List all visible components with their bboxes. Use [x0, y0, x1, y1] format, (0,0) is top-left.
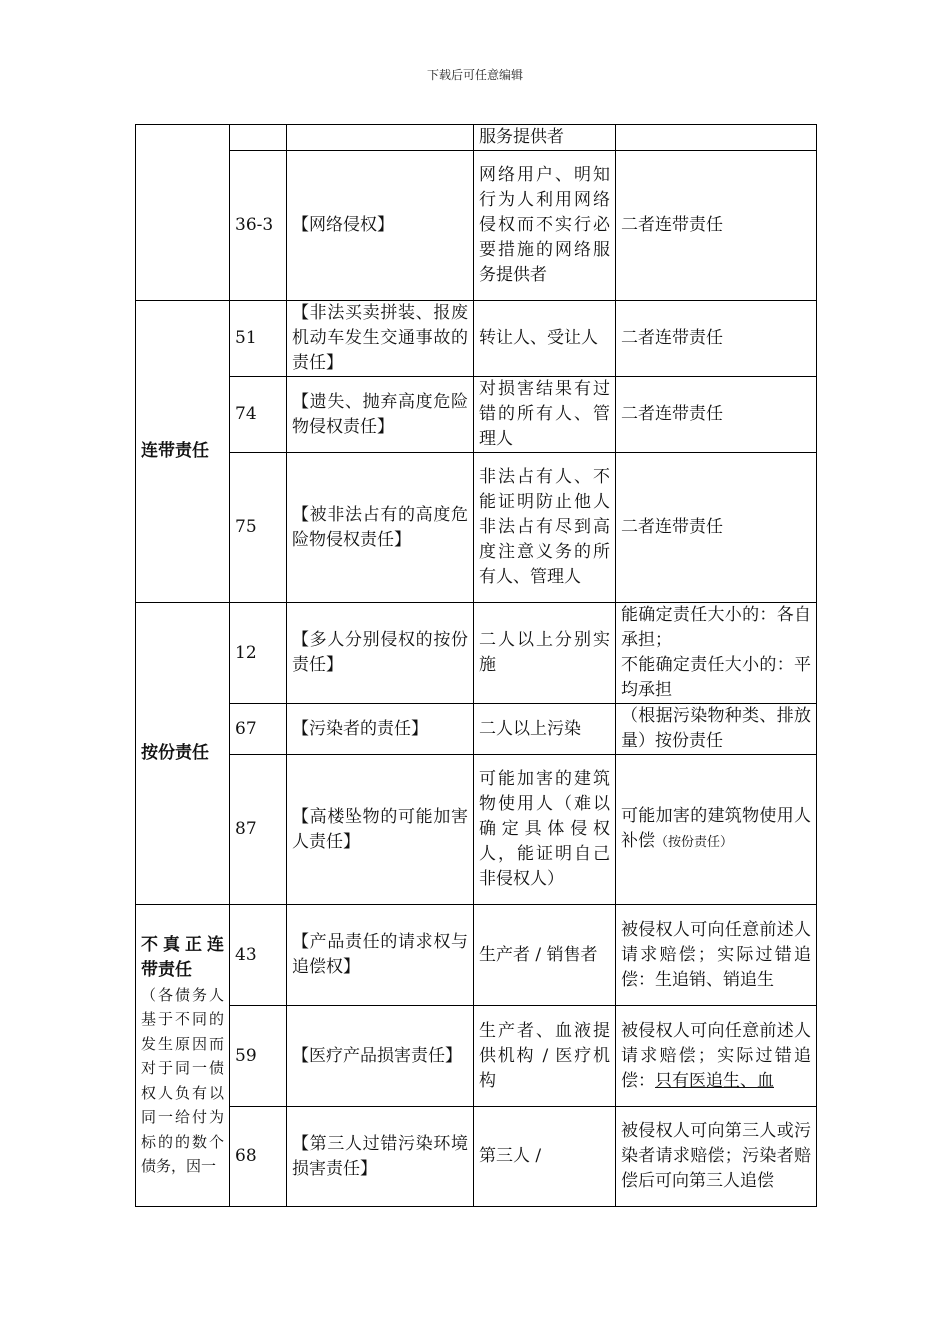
article-number-cell: 12: [230, 603, 287, 704]
subject-cell: 网络用户、明知行为人利用网络侵权而不实行必要措施的网络服务提供者: [474, 151, 616, 301]
liability-cell: 二者连带责任: [616, 301, 817, 377]
liability-line: 不能确定责任大小的：平均承担: [621, 655, 811, 700]
liability-cell: [616, 125, 817, 151]
article-number-cell: 75: [230, 453, 287, 603]
table-row: [136, 125, 817, 151]
category-non-genuine-joint-liability: [136, 905, 230, 1207]
table-row: [136, 905, 817, 1006]
provision-name-cell: 【被非法占有的高度危险物侵权责任】: [287, 453, 474, 603]
liability-cell: （根据污染物种类、排放量）按份责任: [616, 704, 817, 755]
subject-cell: 生产者 / 销售者: [474, 905, 616, 1006]
table-row: [136, 151, 817, 301]
subject-cell: 可能加害的建筑物使用人（难以确定具体侵权人，能证明自己非侵权人）: [474, 755, 616, 905]
table-row: [136, 377, 817, 453]
table-row: [136, 603, 817, 704]
liability-line: 能确定责任大小的：各自承担；: [621, 605, 811, 650]
article-number-cell: 87: [230, 755, 287, 905]
liability-table: [135, 124, 817, 1207]
article-number-cell: 68: [230, 1107, 287, 1207]
category-cell-continued: [136, 125, 230, 301]
article-number-cell: 59: [230, 1006, 287, 1107]
table-row: [136, 704, 817, 755]
category-title: 不真正连带责任: [141, 934, 224, 980]
provision-name-cell: 【多人分别侵权的按份责任】: [287, 603, 474, 704]
category-note: （各债务人基于不同的发生原因而对于同一债权人负有以同一给付为标的的数个债务，因一: [141, 985, 224, 1175]
table-row: [136, 755, 817, 905]
article-number-cell: 67: [230, 704, 287, 755]
subject-cell: 第三人 /: [474, 1107, 616, 1207]
subject-cell: 生产者、血液提供机构 / 医疗机构: [474, 1006, 616, 1107]
liability-cell: [616, 603, 817, 704]
subject-cell: 服务提供者: [474, 125, 616, 151]
provision-name-cell: 【非法买卖拼装、报废机动车发生交通事故的责任】: [287, 301, 474, 377]
table-row: [136, 453, 817, 603]
article-number-cell: 74: [230, 377, 287, 453]
provision-name-cell: 【遗失、抛弃高度危险物侵权责任】: [287, 377, 474, 453]
article-number-cell: 43: [230, 905, 287, 1006]
category-joint-liability: 连带责任: [136, 301, 230, 603]
subject-cell: 对损害结果有过错的所有人、管理人: [474, 377, 616, 453]
liability-cell: 被侵权人可向任意前述人请求赔偿；实际过错追偿：生追销、销追生: [616, 905, 817, 1006]
provision-name-cell: 【网络侵权】: [287, 151, 474, 301]
provision-name-cell: 【产品责任的请求权与追偿权】: [287, 905, 474, 1006]
liability-cell: [616, 755, 817, 905]
provision-name-cell: 【医疗产品损害责任】: [287, 1006, 474, 1107]
provision-name-cell: [287, 125, 474, 151]
liability-underlined: 只有医追生、血: [655, 1070, 774, 1091]
article-number-cell: 51: [230, 301, 287, 377]
liability-cell: 二者连带责任: [616, 377, 817, 453]
category-proportional-liability: 按份责任: [136, 603, 230, 905]
table-row: [136, 1006, 817, 1107]
page-header: 下载后可任意编辑: [426, 68, 523, 82]
article-number-cell: [230, 125, 287, 151]
subject-cell: 二人以上污染: [474, 704, 616, 755]
liability-cell: 二者连带责任: [616, 151, 817, 301]
subject-cell: 二人以上分别实施: [474, 603, 616, 704]
liability-text: 可能加害的建筑物使用人补偿: [621, 806, 811, 851]
liability-cell: 被侵权人可向第三人或污染者请求赔偿；污染者赔偿后可向第三人追偿: [616, 1107, 817, 1207]
subject-cell: 非法占有人、不能证明防止他人非法占有尽到高度注意义务的所有人、管理人: [474, 453, 616, 603]
liability-cell: [616, 1006, 817, 1107]
table-row: [136, 301, 817, 377]
table-row: [136, 1107, 817, 1207]
provision-name-cell: 【高楼坠物的可能加害人责任】: [287, 755, 474, 905]
liability-cell: 二者连带责任: [616, 453, 817, 603]
liability-note: （按份责任）: [655, 835, 734, 850]
subject-cell: 转让人、受让人: [474, 301, 616, 377]
provision-name-cell: 【第三人过错污染环境损害责任】: [287, 1107, 474, 1207]
provision-name-cell: 【污染者的责任】: [287, 704, 474, 755]
liability-text: 被侵权人可向任意前述人请求赔偿；实际过错追偿：: [621, 1020, 811, 1091]
article-number-cell: 36-3: [230, 151, 287, 301]
